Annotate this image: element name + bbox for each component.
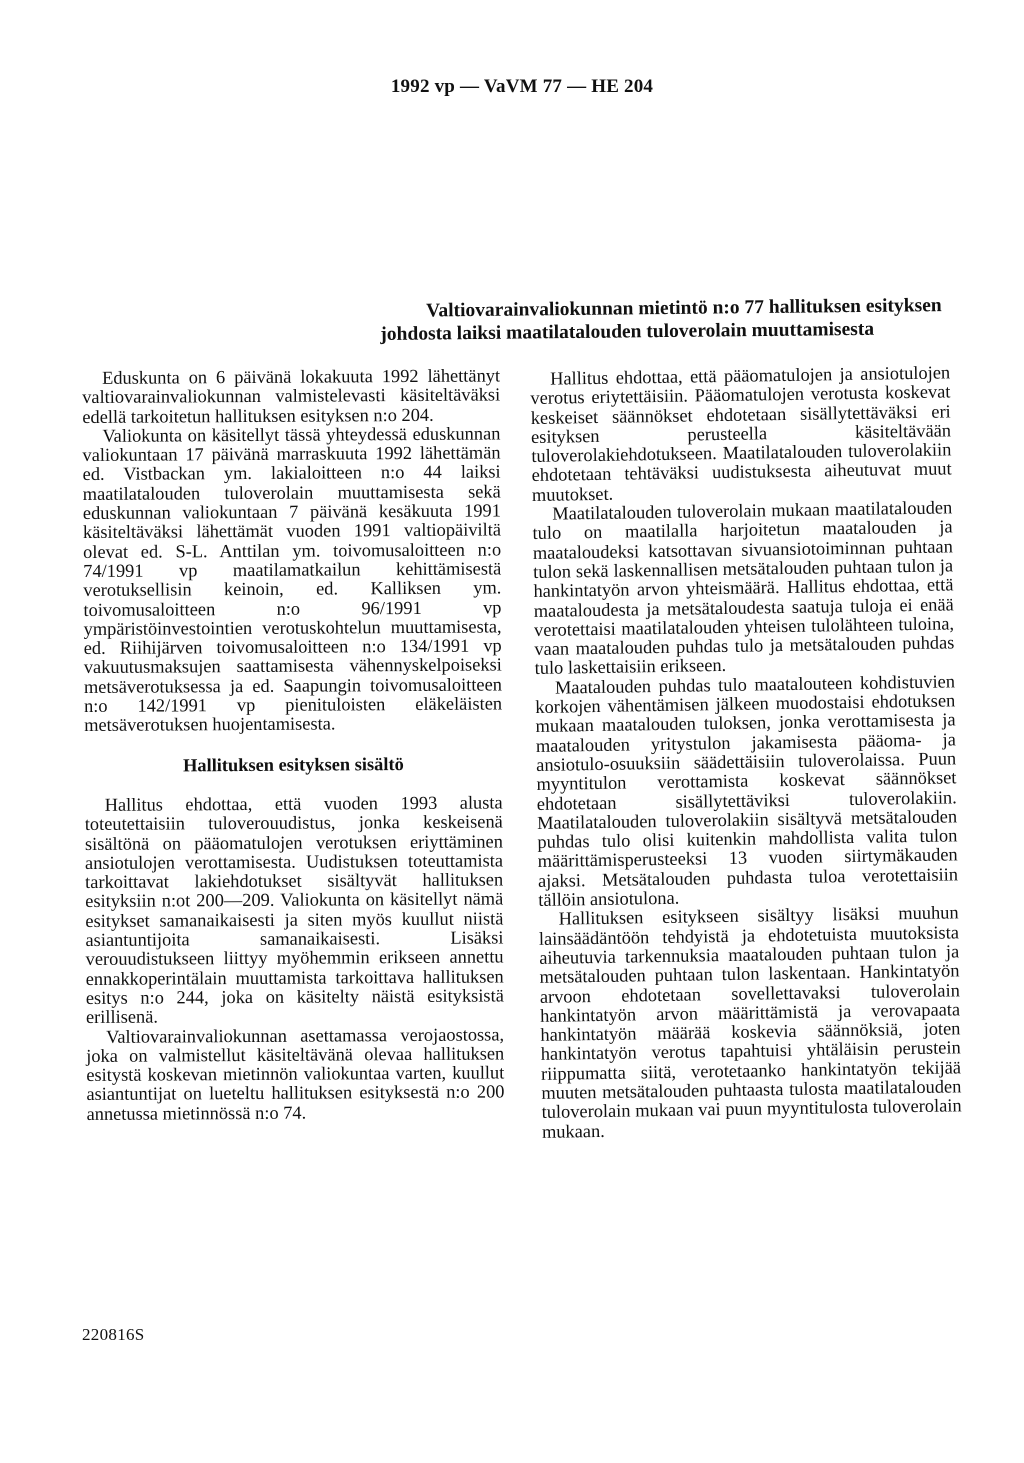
paragraph: Hallitus ehdottaa, että pääomatulojen ja ansiotulojen verotus eriytettäisiin. Pääomatulojen verotusta koskevat keskeiset säännökset ehdotetaan sisällytettäväksi eri esityksen perusteella käsiteltävään tuloverolakiehdotukseen. Maatilatalouden tuloverolakiin ehdotetaan tehtäväksi uudistuksesta aiheutuvat muut muutokset. — [530, 362, 952, 505]
paragraph: Valiokunta on käsitellyt tässä yhteydessä eduskunnan valiokuntaan 17 päivänä marraskuuta 1992 lähettämän ed. Vistbackan ym. lakialoitteen n:o 44 laiksi maatilatalouden tuloverolain muuttamisesta sekä eduskunnan valiokuntaan 7 päivänä kesäkuuta 1991 käsiteltäväksi lähettämät vuoden 1991 valtiopäiviltä olevat ed. S-L. Anttilan ym. toivomusaloitteen n:o 74/1991 vp maatilamatkailun kehittämisestä verotuksellisin keinoin, ed. Kalliksen ym. toivomusaloitteen n:o 96/1991 vp ympäristöinvestointien verotuskohtelun muuttamisesta, ed. Riihijärven toivomusaloitteen n:o 134/1991 vp vakuutusmaksujen saattamisesta vähennyskelpoiseksi metsäverotuksessa ja ed. Saapungin toivomusaloitteen n:o 142/1991 vp pienituloisten eläkeläisten metsäverotuksen huojentamisesta. — [82, 423, 503, 736]
running-head: 1992 vp — VaVM 77 — HE 204 — [390, 76, 654, 97]
paragraph: Valtiovarainvaliokunnan asettamassa verojaostossa, joka on valmistellut käsiteltävänä olevaa hallituksen esitystä koskevan mietinnön valiokuntaa varten, kuullut asiantuntijat on lueteltu hallituksen esityksestä n:o 200 annetussa mietinnössä n:o 74. — [86, 1023, 505, 1124]
document-title-line-2: johdosta laiksi maatilatalouden tuloverolain muuttamisesta — [380, 318, 875, 345]
paragraph: Eduskunta on 6 päivänä lokakuuta 1992 lähettänyt valtiovarainvaliokunnan valmistelevasti käsiteltäväksi edellä tarkoitetun hallituksen esityksen n:o 204. — [82, 365, 501, 427]
section-heading: Hallituksen esityksen sisältö — [182, 753, 404, 776]
left-column — [82, 366, 505, 1124]
document-title — [380, 294, 980, 346]
paragraph: Maatilatalouden tuloverolain mukaan maatilatalouden tulo on maatilalla harjoitetun maatalouden ja maataloudeksi katsottavan sivuansiotoiminnan puhtaan tulon sekä laskennallisen metsätalouden puhtaan tulon ja hankintatyön arvon yhteismäärä. Hallitus ehdottaa, että maataloudesta ja metsätaloudesta saatuja tuloja ei enää verotettaisi maatilatalouden yhteisen tulolähteen tuloina, vaan maatalouden puhdas tulo ja metsätalouden puhdas tulo laskettaisiin erikseen. — [532, 497, 955, 679]
print-code: 220816S — [82, 1325, 145, 1344]
paragraph: Hallituksen esitykseen sisältyy lisäksi muuhun lainsäädäntöön tehdyistä ja ehdotetuista muutoksista aiheutuvia tarkennuksia maatalouden puhtaan tulon ja metsätalouden puhtaan tulon laskentaan. Hankintatyön arvoon ehdotetaan sovellettavaksi tuloverolain hankintatyön arvon määrittämistä ja verovapaata hankintatyön määrää koskevia säännöksiä, joten hankintatyön verotus tapahtuisi yhtäläisin perustein riippumatta siitä, verotetaanko hankintatyön tekijää muuten metsätalouden puhtaasta tulosta maatilatalouden tuloverolain mukaan vai puun myyntitulosta tuloverolain mukaan. — [538, 902, 962, 1142]
paragraph: Maatalouden puhdas tulo maatalouteen kohdistuvien korkojen vähentämisen jälkeen muodostaisi ehdotuksen mukaan maatalouden tuloksen, jonka verottamisesta ja maatalouden yritystulon jakamisesta pääoma- ja ansiotulo-osuuksiin säädettäisiin tuloverolaissa. Puun myyntitulon verottamista koskevat säännökset ehdotetaan sisällytettäviksi tuloverolakiin. Maatilatalouden tuloverolakiin sisältyvä metsätalouden puhdas tulo olisi kuitenkin mahdollista valita tulon määrittämisperusteeksi 13 vuoden siirtymäkauden ajaksi. Metsätalouden puhdasta tuloa verotettaisiin tällöin ansiotulona. — [535, 671, 959, 910]
document-title-line-1: Valtiovarainvaliokunnan mietintö n:o 77 hallituksen esityksen — [426, 295, 942, 322]
paragraph: Hallitus ehdottaa, että vuoden 1993 alusta toteutettaisiin tuloverouudistus, jonka keskeisenä sisältönä on pääomatulojen verotuksen eriyttäminen ansiotulojen verottamisesta. Uudistuksen toteuttamista tarkoittavat lakiehdotukset sisältyvät hallituksen esityksiin n:ot 200—209. Valiokunta on käsitellyt nämä esitykset samanaikaisesti ja siten myös kuullut niistä asiantuntijoita samanaikaisesti. Lisäksi verouudistukseen liittyy myöhemmin erikseen annettu ennakkoperintälain muuttamista tarkoittava hallituksen esitys n:o 244, joka on käsitelty näistä esityksistä erillisenä. — [84, 792, 504, 1028]
right-column — [530, 363, 962, 1141]
